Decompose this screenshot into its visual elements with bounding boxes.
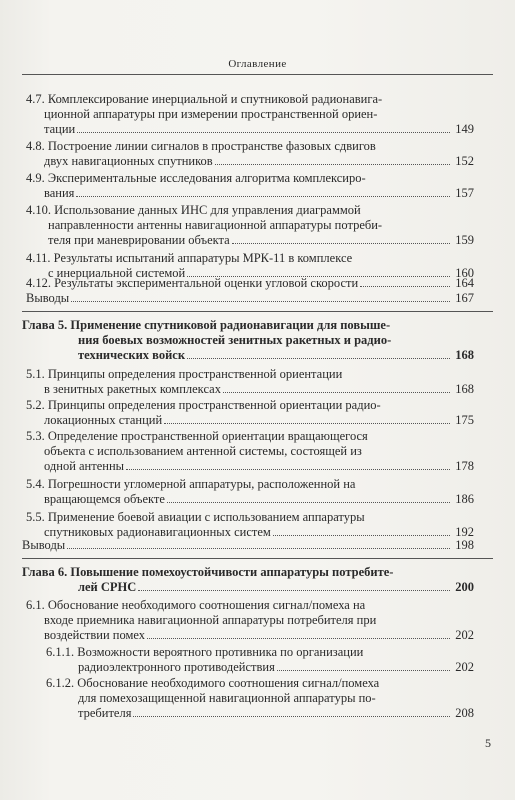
toc-line: 5.4. Погрешности угломерной аппаратуры, расположенной на bbox=[26, 477, 356, 491]
toc-line: воздействии помех bbox=[44, 628, 146, 642]
toc-line: 5.5. Применение боевой авиации с использованием аппаратуры bbox=[26, 510, 365, 524]
toc-line: ционной аппаратуры при измерении пространственной ориен- bbox=[44, 107, 378, 121]
page-number: 168 bbox=[455, 348, 474, 362]
toc-entry-5-5[interactable] bbox=[26, 510, 474, 540]
running-header: Оглавление bbox=[228, 58, 287, 70]
toc-entry-4-10[interactable] bbox=[26, 203, 474, 248]
toc-line: с инерциальной системой bbox=[48, 266, 186, 280]
dot-leader bbox=[164, 422, 450, 424]
toc-line: радиоэлектронного противодействия bbox=[78, 660, 275, 674]
toc-entry-4-12[interactable] bbox=[26, 276, 474, 291]
dot-leader bbox=[71, 300, 450, 302]
page-number: 208 bbox=[455, 706, 474, 720]
toc-chapter-5[interactable] bbox=[22, 318, 474, 363]
toc-line: для помехозащищенной навигационной аппаратуры по- bbox=[78, 691, 376, 705]
toc-line: объекта с использованием антенной системы, состоящей из bbox=[44, 444, 362, 458]
toc-line: 5.2. Принципы определения пространственной ориентации радио- bbox=[26, 398, 381, 412]
toc-line: Глава 5. Применение спутниковой радионавигации для повыше- bbox=[22, 318, 391, 332]
toc-line: вращающемся объекте bbox=[44, 492, 165, 506]
page-number: 200 bbox=[455, 580, 474, 594]
toc-line: технических войск bbox=[78, 348, 186, 362]
toc-line: 5.3. Определение пространственной ориентации вращающегося bbox=[26, 429, 368, 443]
toc-line: локационных станций bbox=[44, 413, 163, 427]
chapter-separator bbox=[22, 558, 493, 559]
page-number: 152 bbox=[455, 154, 474, 168]
dot-leader bbox=[147, 637, 450, 639]
toc-entry-4-8[interactable] bbox=[26, 139, 474, 169]
toc-line: 5.1. Принципы определения пространственной ориентации bbox=[26, 367, 343, 381]
toc-entry-conclusions-4[interactable] bbox=[26, 291, 474, 306]
toc-entry-5-1[interactable] bbox=[26, 367, 474, 397]
dot-leader bbox=[133, 715, 450, 717]
dot-leader bbox=[167, 501, 450, 503]
dot-leader bbox=[223, 391, 450, 393]
toc-line: теля при маневрировании объекта bbox=[48, 233, 230, 247]
page-number: 178 bbox=[455, 459, 474, 473]
toc-line: 4.11. Результаты испытаний аппаратуры МРК-11 в комплексе bbox=[26, 251, 353, 265]
toc-entry-6-1-1[interactable] bbox=[46, 645, 474, 675]
toc-line: Глава 6. Повышение помехоустойчивости аппаратуры потребите- bbox=[22, 565, 394, 579]
dot-leader bbox=[187, 357, 450, 359]
toc-line: лей СРНС bbox=[78, 580, 137, 594]
toc-entry-5-3[interactable] bbox=[26, 429, 474, 474]
toc-chapter-6[interactable] bbox=[22, 565, 474, 595]
toc-line: 4.12. Результаты экспериментальной оценки угловой скорости bbox=[26, 276, 359, 290]
dot-leader bbox=[215, 163, 450, 165]
toc-line: входе приемника навигационной аппаратуры потребителя при bbox=[44, 613, 377, 627]
toc-entry-conclusions-5[interactable] bbox=[22, 538, 474, 553]
toc-line: одной антенны bbox=[44, 459, 125, 473]
page-number: 202 bbox=[455, 660, 474, 674]
toc-line: Выводы bbox=[26, 291, 70, 305]
toc-line: в зенитных ракетных комплексах bbox=[44, 382, 221, 396]
dot-leader bbox=[273, 534, 450, 536]
dot-leader bbox=[76, 195, 450, 197]
toc-entry-4-7[interactable] bbox=[26, 92, 474, 137]
dot-leader bbox=[138, 589, 450, 591]
page-number: 160 bbox=[455, 266, 474, 280]
toc-line: тации bbox=[44, 122, 76, 136]
page-number: 186 bbox=[455, 492, 474, 506]
toc-entry-6-1[interactable] bbox=[26, 598, 474, 643]
toc-line: 6.1.1. Возможности вероятного противника по организации bbox=[46, 645, 364, 659]
toc-entry-4-9[interactable] bbox=[26, 171, 474, 201]
toc-line: 6.1. Обоснование необходимого соотношения сигнал/помеха на bbox=[26, 598, 366, 612]
toc-line: требителя bbox=[78, 706, 132, 720]
toc-entry-5-4[interactable] bbox=[26, 477, 474, 507]
page-number: 192 bbox=[455, 525, 474, 539]
toc-line: Выводы bbox=[22, 538, 66, 552]
dot-leader bbox=[360, 285, 450, 287]
page-number: 157 bbox=[455, 186, 474, 200]
page-number: 149 bbox=[455, 122, 474, 136]
dot-leader bbox=[77, 131, 450, 133]
chapter-separator bbox=[22, 311, 493, 312]
toc-line: вания bbox=[44, 186, 75, 200]
toc-entry-6-1-2[interactable] bbox=[46, 676, 474, 721]
toc-line: спутниковых радионавигационных систем bbox=[44, 525, 271, 539]
dot-leader bbox=[277, 669, 450, 671]
page-number: 198 bbox=[455, 538, 474, 552]
toc-line: направленности антенны навигационной аппаратуры потреби- bbox=[48, 218, 383, 232]
folio-page-number: 5 bbox=[485, 736, 491, 750]
page-number: 164 bbox=[455, 276, 474, 290]
page-number: 168 bbox=[455, 382, 474, 396]
toc-line: 4.8. Построение линии сигналов в пространстве фазовых сдвигов bbox=[26, 139, 376, 153]
page-number: 167 bbox=[455, 291, 474, 305]
toc-line: ния боевых возможностей зенитных ракетных и радио- bbox=[78, 333, 392, 347]
toc-line: двух навигационных спутников bbox=[44, 154, 213, 168]
toc-line: 6.1.2. Обоснование необходимого соотношения сигнал/помеха bbox=[46, 676, 380, 690]
dot-leader bbox=[67, 547, 450, 549]
toc-line: 4.7. Комплексирование инерциальной и спутниковой радионавига- bbox=[26, 92, 383, 106]
toc-line: 4.10. Использование данных ИНС для управления диаграммой bbox=[26, 203, 361, 217]
page-number: 175 bbox=[455, 413, 474, 427]
dot-leader bbox=[126, 468, 450, 470]
page-number: 202 bbox=[455, 628, 474, 642]
toc-entry-5-2[interactable] bbox=[26, 398, 474, 428]
header-rule bbox=[22, 74, 493, 75]
toc-line: 4.9. Экспериментальные исследования алгоритма комплексиро- bbox=[26, 171, 366, 185]
dot-leader bbox=[232, 242, 450, 244]
page-number: 159 bbox=[455, 233, 474, 247]
